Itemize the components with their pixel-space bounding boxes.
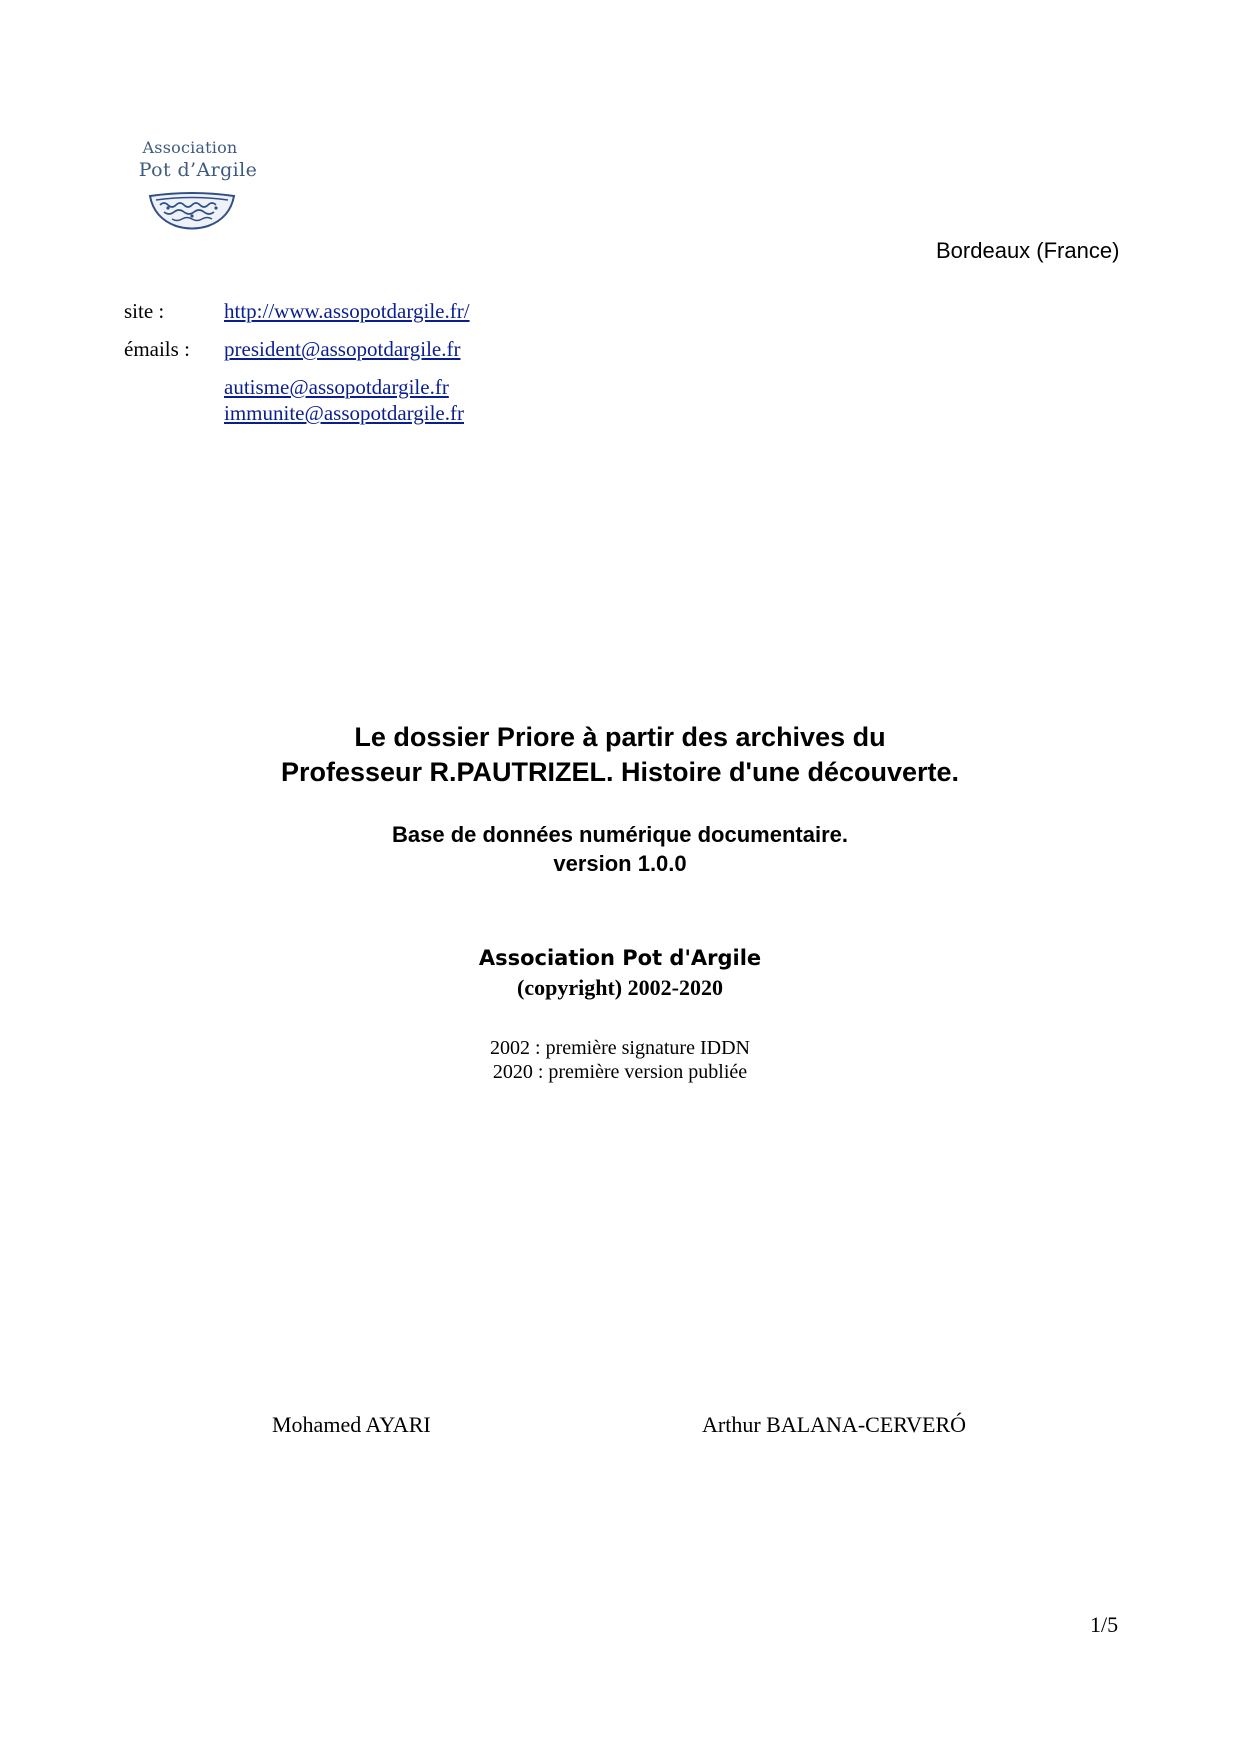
email-link-autisme[interactable]: autisme@assopotdargile.fr bbox=[224, 375, 449, 399]
version-notes bbox=[0, 1036, 1240, 1084]
logo-line-association: Association bbox=[142, 138, 238, 157]
email-link-president[interactable]: president@assopotdargile.fr bbox=[224, 337, 461, 361]
document-subtitle bbox=[0, 820, 1240, 878]
title-line-1: Le dossier Priore à partir des archives du bbox=[354, 722, 886, 752]
page-number: 1/5 bbox=[1090, 1612, 1119, 1637]
location-text: Bordeaux (France) bbox=[936, 238, 1120, 263]
author-name: Mohamed AYARI bbox=[272, 1412, 431, 1437]
logo-line-name: Pot d’Argile bbox=[138, 159, 258, 181]
subtitle-line-1: Base de données numérique documentaire. bbox=[391, 822, 848, 847]
site-link[interactable]: http://www.assopotdargile.fr/ bbox=[224, 299, 470, 323]
title-line-2: Professeur R.PAUTRIZEL. Histoire d'une découverte. bbox=[280, 757, 960, 787]
association-name: Association Pot d'Argile bbox=[478, 946, 762, 970]
document-title bbox=[0, 720, 1240, 790]
note-line-2: 2020 : première version publiée bbox=[492, 1061, 748, 1083]
association-logo bbox=[118, 138, 278, 240]
emails-label: émails : bbox=[124, 337, 190, 361]
site-label: site : bbox=[124, 299, 165, 323]
clay-pot-icon bbox=[146, 188, 238, 232]
email-link-immunite[interactable]: immunite@assopotdargile.fr bbox=[224, 401, 464, 425]
note-line-1: 2002 : première signature IDDN bbox=[490, 1037, 750, 1059]
copyright-text: (copyright) 2002-2020 bbox=[517, 975, 723, 1000]
subtitle-line-2: version 1.0.0 bbox=[553, 851, 687, 876]
author-name: Arthur BALANA-CERVERÓ bbox=[702, 1412, 967, 1437]
